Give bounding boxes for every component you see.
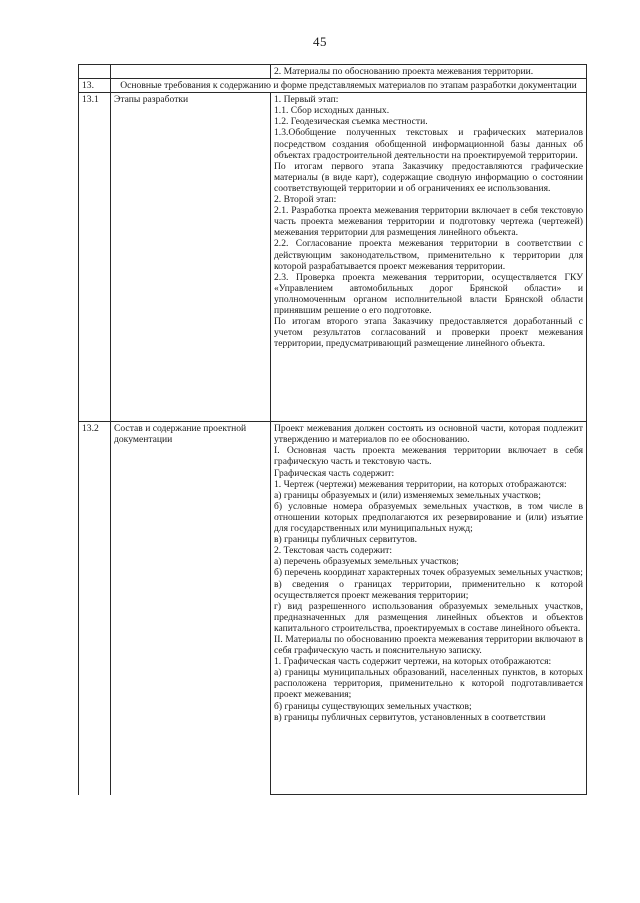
requirements-table (78, 64, 587, 795)
paragraph: Проект межевания должен состоять из основной части, которая подлежит утверждению и материалов по ее обоснованию. (274, 423, 583, 446)
paragraph: 1. Графическая часть содержит чертежи, на которых отображаются: (274, 656, 552, 668)
paragraph: в) сведения о границах территории, применительно к которой осуществляется проект межевания территории; (274, 578, 583, 601)
paragraph: 2. Текстовая часть содержит: (274, 545, 393, 557)
row-content (271, 422, 587, 795)
stages-row (79, 93, 587, 422)
paragraph: а) границы образуемых и (или) изменяемых земельных участков; (274, 489, 541, 501)
paragraph: в) границы публичных сервитутов, установленных в соответствии (274, 711, 546, 723)
paragraph: Графическая часть содержит: (274, 467, 395, 479)
paragraph: По итогам первого этапа Заказчику предоставляются графические материалы (в виде карт), содержащие сводную информацию о состоянии соответствующей территории и об ограничениях ее использования. (274, 160, 583, 194)
paragraph: 1.1. Сбор исходных данных. (274, 105, 390, 117)
paragraph: а) границы муниципальных образований, населенных пунктов, в которых расположена территория, применительно к которой подготавливается проект межевания; (274, 667, 583, 701)
paragraph: 1. Чертеж (чертежи) межевания территории, на которых отображаются: (274, 478, 567, 490)
paragraph: а) перечень образуемых земельных участков; (274, 556, 459, 568)
section-title: Основные требования к содержанию и форме представляемых материалов по этапам разработки документации (111, 79, 587, 93)
row-name: Этапы разработки (111, 93, 271, 422)
section-heading-row (79, 79, 587, 93)
composition-row (79, 422, 587, 795)
row-content (271, 93, 587, 422)
paragraph: 1.3.Обобщение полученных текстовых и графических материалов посредством создания обобщенной информационной базы данных об объектах градостроительной деятельности на проектируемой территории. (274, 127, 583, 161)
row-number: 13.2 (79, 422, 111, 795)
paragraph: в) границы публичных сервитутов. (274, 534, 418, 546)
paragraph: 2.3. Проверка проекта межевания территории, осуществляется ГКУ «Управлением автомобильных дорог Брянской области» и уполномоченным органом исполнительной власти Брянской области принявшим решение о его подготовке. (274, 271, 583, 316)
continuation-row (79, 65, 587, 79)
continuation-text: 2. Материалы по обоснованию проекта межевания территории. (271, 65, 587, 79)
paragraph: 2.1. Разработка проекта межевания территории включает в себя текстовую часть проекта межевания территории и подготовку чертежа (чертежей) межевания территории для размещения линейного объекта. (274, 205, 583, 239)
row-name: Состав и содержание проектной документации (111, 422, 271, 795)
paragraph: б) перечень координат характерных точек образуемых земельных участков; (274, 567, 583, 579)
paragraph: По итогам второго этапа Заказчику предоставляется доработанный с учетом результатов согласований и проверки проект межевания территории, предусматривающий размещение линейного объекта. (274, 316, 583, 350)
section-number: 13. (79, 79, 111, 93)
paragraph: 1. Первый этап: (274, 94, 339, 106)
paragraph: 2. Второй этап: (274, 194, 337, 206)
paragraph: г) вид разрешенного использования образуемых земельных участков, предназначенных для размещения линейных объектов и объектов капитального строительства, проектируемых в составе линейного объекта. (274, 600, 583, 634)
paragraph: II. Материалы по обоснованию проекта межевания территории включают в себя графическую часть и пояснительную записку. (274, 633, 583, 657)
empty-cell (79, 65, 111, 79)
empty-cell (111, 65, 271, 79)
paragraph: I. Основная часть проекта межевания территории включает в себя графическую часть и текстовую часть. (274, 445, 583, 468)
page-number: 45 (313, 34, 327, 49)
paragraph: б) условные номера образуемых земельных участков, в том числе в отношении которых предполагаются их резервирование и (или) изъятие для государственных или муниципальных нужд; (274, 500, 583, 535)
row-number: 13.1 (79, 93, 111, 422)
paragraph: 1.2. Геодезическая съемка местности. (274, 116, 428, 128)
paragraph: 2.2. Согласование проекта межевания территории в соответствии с действующим законодательством, применительно к территории для которой разрабатывается проект межевания территории. (274, 238, 583, 272)
paragraph: б) границы существующих земельных участков; (274, 700, 472, 712)
